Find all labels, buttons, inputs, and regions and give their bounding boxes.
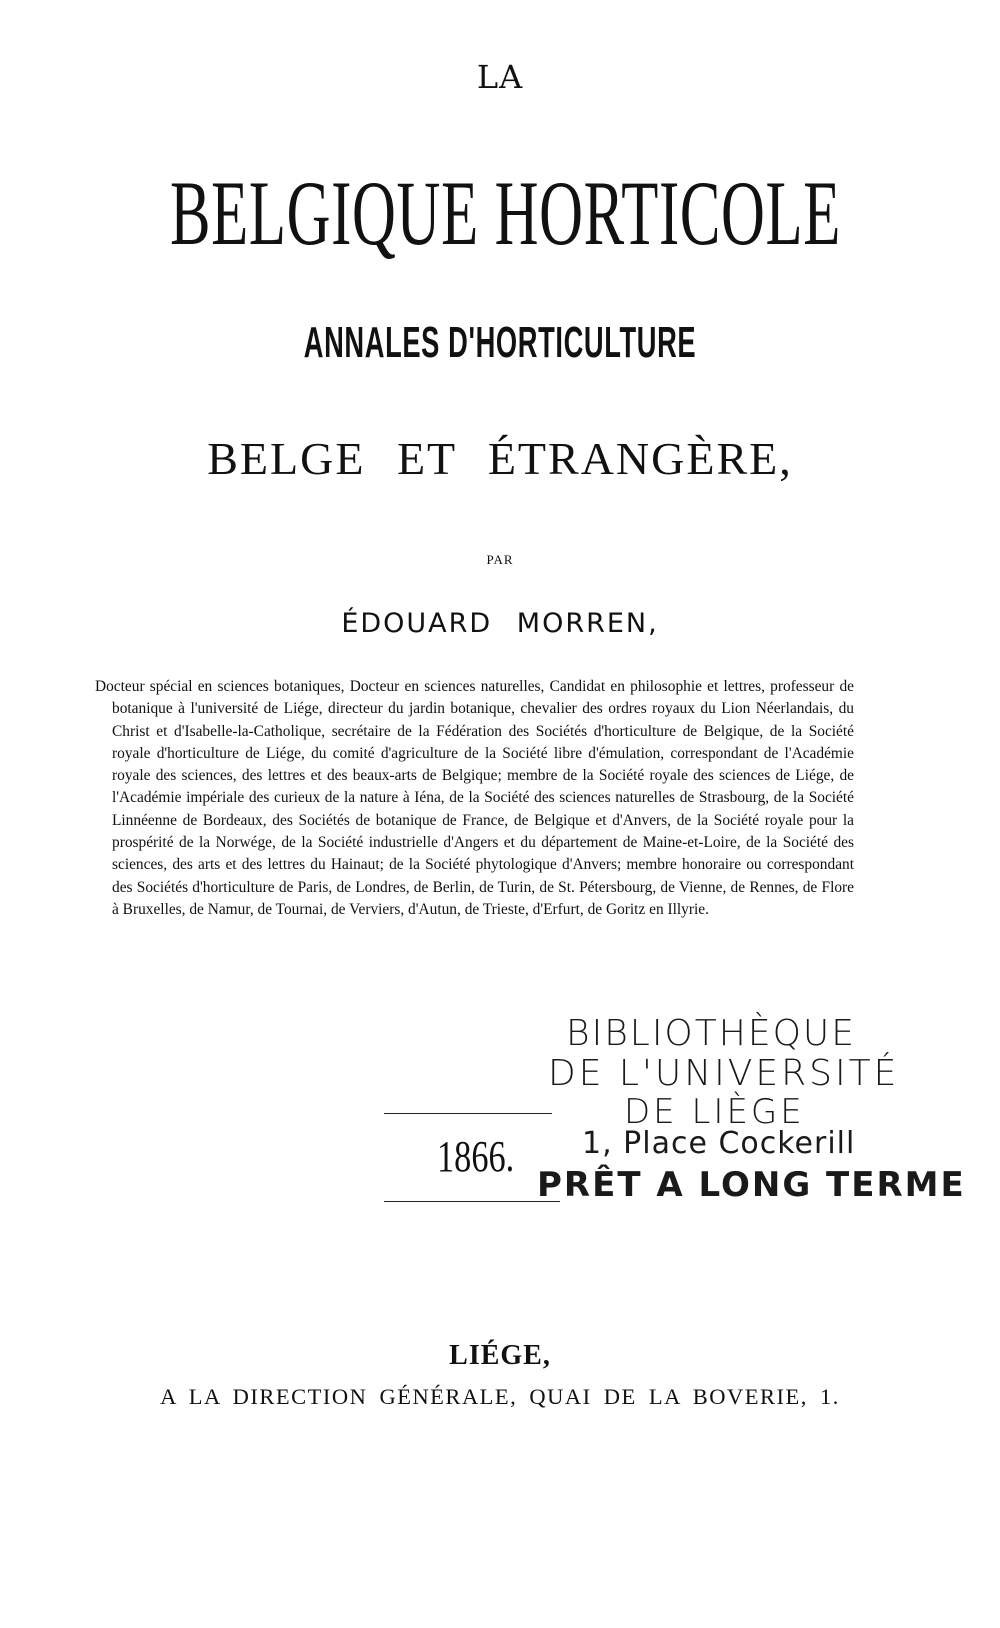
publisher-address: A LA DIRECTION GÉNÉRALE, QUAI DE LA BOVERIE, 1. — [160, 1384, 840, 1409]
by-line: PAR — [486, 552, 514, 567]
stamp-line-address: 1, Place Cockerill — [582, 1126, 856, 1161]
divider-bottom — [384, 1201, 560, 1202]
stamp-line-university: DE L'UNIVERSITÉ — [548, 1053, 900, 1094]
title-article: LA — [476, 58, 524, 96]
publication-city: LIÉGE, — [449, 1340, 551, 1371]
stamp-line-loan: PRÊT A LONG TERME — [537, 1165, 966, 1205]
stamp-line-library: BIBLIOTHÈQUE — [566, 1013, 857, 1054]
author-credentials: Docteur spécial en sciences botaniques, Docteur en sciences naturelles, Candidat en philosophie et lettres, professeur de botanique à l'université de Liége, directeur du jardin botanique, chevalier des ordres royaux du Lion Néerlandais, du Christ et d'Isabelle-la-Catholique, secrétaire de la Fédération des Sociétés d'horticulture de Belgique, de la Société royale d'horticulture de Liége, du comité d'agriculture de la Société libre d'émulation, correspondant de l'Académie royale des sciences, des lettres et des beaux-arts de Belgique; membre de la Société royale des sciences de Liége, de l'Académie impériale des curieux de la nature à Iéna, de la Société des sciences naturelles de Strasbourg, de la Société Linnéenne de Bordeaux, des Sociétés de botanique de France, de Belgique et d'Anvers, de la Société royale pour la prospérité de la Norwége, de la Société industrielle d'Angers et du département de Maine-et-Loire, de la Société des sciences, des arts et des lettres du Hainaut; de la Société phytologique d'Anvers; membre honoraire ou correspondant des Sociétés d'horticulture de Paris, de Londres, de Berlin, de Turin, de St. Pétersbourg, de Vienne, de Rennes, de Flore à Bruxelles, de Namur, de Tournai, de Verviers, d'Autun, de Trieste, d'Erfurt, de Goritz en Illyrie. — [95, 678, 854, 918]
publication-year: 1866. — [437, 1132, 515, 1181]
stamp-line-city: DE LIÈGE — [624, 1092, 805, 1132]
author-name: ÉDOUARD MORREN, — [341, 608, 659, 639]
subtitle-line-1: ANNALES D'HORTICULTURE — [303, 318, 697, 367]
main-title: BELGIQUE HORTICOLE — [170, 162, 842, 264]
subtitle-line-2: BELGE ET ÉTRANGÈRE, — [207, 433, 793, 484]
divider-top — [384, 1113, 552, 1114]
